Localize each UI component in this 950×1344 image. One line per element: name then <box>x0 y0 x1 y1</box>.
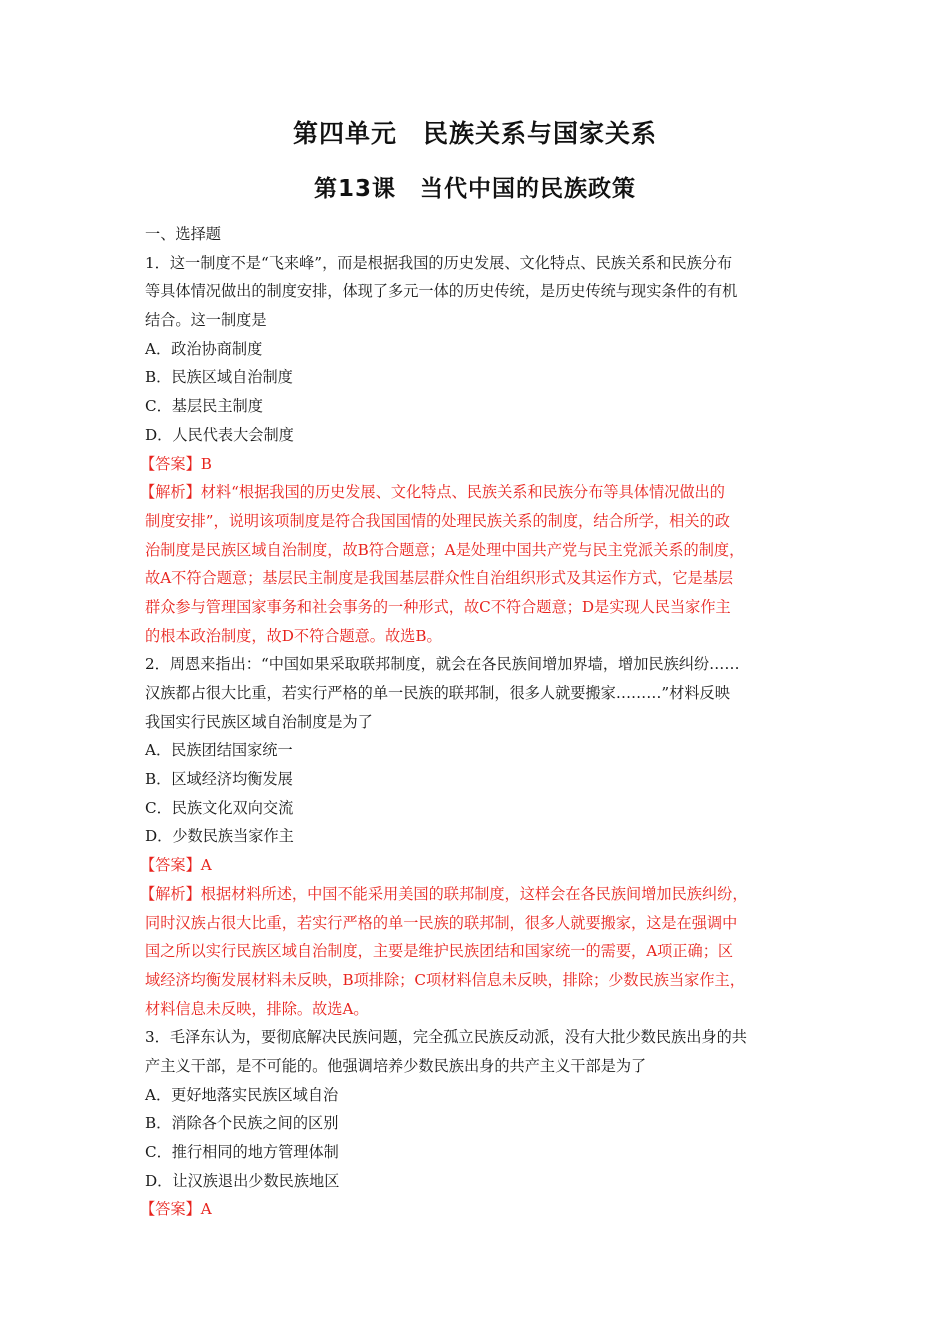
answer-line <box>140 851 810 880</box>
lesson-title: 第13课 当代中国的民族政策 <box>313 176 636 202</box>
question-stem-line: 3．毛泽东认为，要彻底解决民族问题，完全孤立民族反动派，没有大批少数民族出身的共 <box>145 1028 747 1047</box>
option-b: B．消除各个民族之间的区别 <box>145 1114 339 1133</box>
document-body <box>140 220 810 1224</box>
option-a: A．政治协商制度 <box>145 339 263 358</box>
unit-title: 第四单元 民族关系与国家关系 <box>292 119 657 148</box>
question-1 <box>140 249 810 651</box>
answer-value: B <box>200 454 212 473</box>
answer-tag: 【答案】 <box>140 454 201 473</box>
question-stem-line: 等具体情况做出的制度安排，体现了多元一体的历史传统，是历史传统与现实条件的有机 <box>145 282 738 301</box>
question-stem-line: 汉族都占很大比重，若实行严格的单一民族的联邦制，很多人就要搬家………”材料反映 <box>145 684 730 702</box>
analysis-line: 国之所以实行民族区域自治制度，主要是维护民族团结和国家统一的需要，A项正确；区 <box>145 942 734 961</box>
analysis-line: 同时汉族占很大比重，若实行严格的单一民族的联邦制，很多人就要搬家，这是在强调中 <box>145 913 738 932</box>
option-a: A．民族团结国家统一 <box>145 741 293 760</box>
option-b: B．民族区域自治制度 <box>145 368 293 387</box>
answer-value: A <box>200 1200 212 1219</box>
question-stem-line: 产主义干部，是不可能的。他强调培养少数民族出身的共产主义干部是为了 <box>145 1056 647 1075</box>
answer-value: A <box>200 856 212 875</box>
option-b: B．区域经济均衡发展 <box>145 770 293 789</box>
analysis-text: 材料“根据我国的历史发展、文化特点、民族关系和民族分布等具体情况做出的 <box>200 483 725 502</box>
section-heading: 一、选择题 <box>145 225 221 243</box>
analysis-line: 域经济均衡发展材料未反映，B项排除；C项材料信息未反映，排除；少数民族当家作主， <box>145 970 745 989</box>
option-c: C．民族文化双向交流 <box>145 798 294 817</box>
analysis-tag: 【解析】 <box>140 483 201 502</box>
analysis-text: 根据材料所述，中国不能采用美国的联邦制度，这样会在各民族间增加民族纠纷， <box>200 884 748 903</box>
answer-line <box>140 1195 810 1224</box>
option-d: D．人民代表大会制度 <box>145 425 294 444</box>
question-3 <box>140 1023 810 1224</box>
analysis-tag: 【解析】 <box>140 884 201 903</box>
question-stem-line: 结合。这一制度是 <box>145 311 267 330</box>
answer-line <box>140 450 810 479</box>
analysis-line <box>140 880 810 909</box>
analysis-line: 的根本政治制度，故D不符合题意。故选B。 <box>145 626 442 645</box>
option-d: D．让汉族退出少数民族地区 <box>145 1171 340 1190</box>
question-2 <box>140 650 810 1023</box>
question-stem-line: 2．周恩来指出：“中国如果采取联邦制度，就会在各民族间增加界墙，增加民族纠纷…… <box>145 655 740 674</box>
option-d: D．少数民族当家作主 <box>145 827 294 846</box>
analysis-line: 治制度是民族区域自治制度，故B符合题意；A是处理中国共产党与民主党派关系的制度， <box>145 540 745 559</box>
option-a: A．更好地落实民族区域自治 <box>145 1085 339 1104</box>
question-stem-line: 我国实行民族区域自治制度是为了 <box>145 712 373 731</box>
answer-tag: 【答案】 <box>140 856 201 875</box>
option-c: C．推行相同的地方管理体制 <box>145 1143 339 1161</box>
option-c: C．基层民主制度 <box>145 397 263 416</box>
analysis-line: 群众参与管理国家事务和社会事务的一种形式，故C不符合题意；D是实现人民当家作主 <box>145 597 731 616</box>
analysis-line: 故A不符合题意；基层民主制度是我国基层群众性自治组织形式及其运作方式，它是基层 <box>145 569 734 588</box>
question-stem-line: 1．这一制度不是“飞来峰”，而是根据我国的历史发展、文化特点、民族关系和民族分布 <box>145 253 733 272</box>
analysis-line <box>140 478 810 507</box>
analysis-line: 制度安排”，说明该项制度是符合我国国情的处理民族关系的制度，结合所学，相关的政 <box>145 511 730 530</box>
answer-tag: 【答案】 <box>140 1200 201 1219</box>
analysis-line: 材料信息未反映，排除。故选A。 <box>145 999 369 1018</box>
